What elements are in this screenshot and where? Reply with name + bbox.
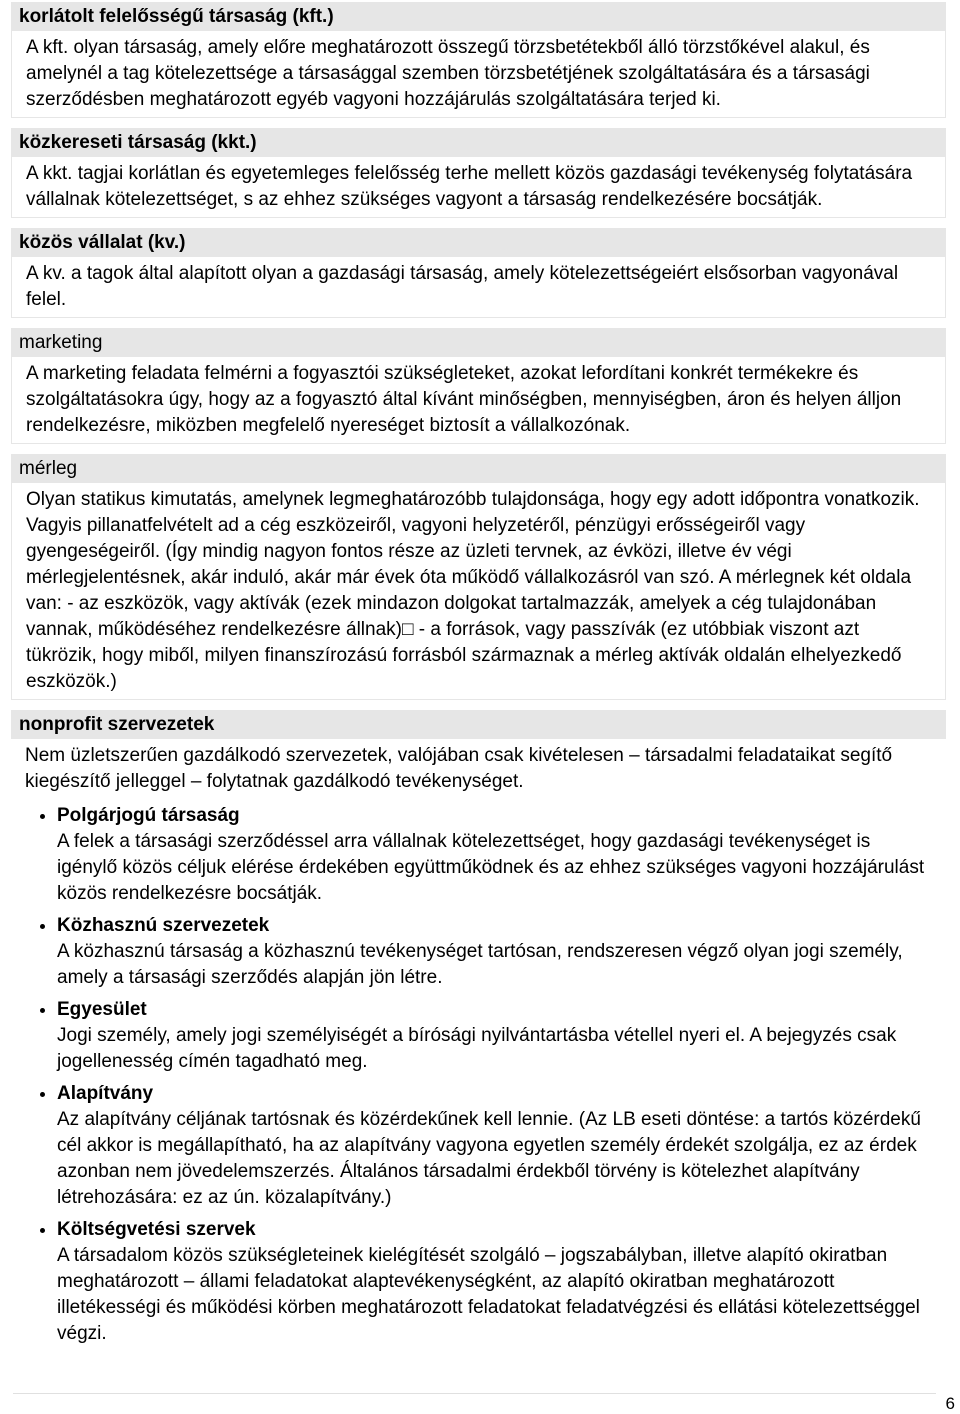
definition-text: A kv. a tagok által alapított olyan a gazdasági társaság, amely kötelezettségeiért elsősorban vagyonával felel.: [26, 263, 899, 310]
term-definition: [11, 31, 946, 118]
list-item-text: A társadalom közös szükségleteinek kielégítését szolgáló – jogszabályban, illetve alapító okiratban meghatározott – állami feladatokat alaptevékenységként, az alapító okiratban meghatározott illetékességi és működési körben meghatározott feladatokat feladatvégzési és ellátási kötelezettséggel végzi.: [57, 1245, 920, 1344]
definition-text: A kkt. tagjai korlátlan és egyetemleges felelősség terhe mellett közös gazdasági tevékenység folytatására vállalnak kötelezettséget, s az ehhez szükséges vagyont a társaság rendelkezésére bocsátják.: [26, 163, 913, 210]
definition-text: Nem üzletszerűen gazdálkodó szervezetek, valójában csak kivételesen – társadalmi feladataikat segítő kiegészítő jelleggel – folytatnak gazdálkodó tevékenységet.: [25, 745, 893, 792]
term-heading: nonprofit szervezetek: [11, 710, 946, 739]
list-item: [57, 1081, 932, 1211]
list-item: [57, 913, 932, 991]
term-definition: [11, 483, 946, 700]
entry-marketing: [11, 328, 946, 444]
nonprofit-list: [25, 803, 932, 1347]
list-item-title: • Költségvetési szervek: [57, 1219, 256, 1240]
term-definition: [11, 257, 946, 318]
definition-text: A marketing feladata felmérni a fogyasztói szükségleteket, azokat lefordítani konkrét termékekre és szolgáltatásokra úgy, hogy az a fogyasztó által kívánt minőségben, mennyiségben, áron és helyen álljon rendelkezésre, miközben megfelelő nyereséget biztosít a vállalkozónak.: [26, 363, 902, 436]
list-item-text: A közhasznú társaság a közhasznú tevékenységet tartósan, rendszeresen végző olyan jogi személy, amely a társasági szerződés alapján jön létre.: [57, 941, 903, 988]
entry-merleg: [11, 454, 946, 700]
term-definition: [11, 739, 946, 1357]
term-heading: közkereseti társaság (kkt.): [11, 128, 946, 157]
term-heading: korlátolt felelősségű társaság (kft.): [11, 2, 946, 31]
list-item-title: • Polgárjogú társaság: [57, 805, 240, 826]
footer-divider: [13, 1393, 936, 1394]
list-item-text: Az alapítvány céljának tartósnak és közérdekűnek kell lennie. (Az LB eseti döntése: a tartós közérdekű cél akkor is megállapítható, ha az alapítvány vagyona egyetlen személy érdekét szolgálja, ez az érdek azonban nem jövedelemszerzés. Általános társadalmi érdekből törvény is kötelezhet alapítvány létrehozására: ez az ún. közalapítvány.): [57, 1109, 921, 1208]
entry-kv: [11, 228, 946, 318]
term-heading: mérleg: [11, 454, 946, 483]
list-item: [57, 803, 932, 907]
term-definition: [11, 157, 946, 218]
term-heading: marketing: [11, 328, 946, 357]
entry-kft: [11, 2, 946, 118]
entry-nonprofit: [11, 710, 946, 1357]
definition-text: Olyan statikus kimutatás, amelynek legmeghatározóbb tulajdonsága, hogy egy adott időpontra vonatkozik. Vagyis pillanatfelvételt ad a cég eszközeiről, vagyoni helyzetéről, pénzügyi erősségeiről vagy gyengeségeiről. (Így mindig nagyon fontos része az üzleti tervnek, az évközi, illetve év végi mérlegjelentésnek, akár induló, akár már évek óta működő vállalkozásról van szó. A mérlegnek két oldala van: - az eszközök, vagy aktívák (ezek mindazon dolgokat tartalmazzák, amelyek a cég tulajdonában vannak, működéséhez rendelkezésre állnak)□ - a források, vagy passzívák (ez utóbbiak viszont azt tükrözik, hogy miből, milyen finanszírozású forrásból származnak a mérleg aktívák oldalán elhelyezkedő eszközök.): [26, 489, 920, 692]
glossary-page: [11, 2, 946, 1367]
list-item: [57, 997, 932, 1075]
term-heading: közös vállalat (kv.): [11, 228, 946, 257]
term-definition: [11, 357, 946, 444]
page-number: 6: [945, 1394, 955, 1413]
list-item: [57, 1217, 932, 1347]
list-item-text: A felek a társasági szerződéssel arra vállalnak kötelezettséget, hogy gazdasági tevékenységet is igénylő közös céljuk elérése érdekében együttműködnek és az ehhez szükséges vagyoni hozzájárulást közös rendelkezésre bocsátják.: [57, 831, 925, 904]
list-item-title: • Közhasznú szervezetek: [57, 915, 270, 936]
list-item-text: Jogi személy, amely jogi személyiségét a bírósági nyilvántartásba vétellel nyeri el. A bejegyzés csak jogellenesség címén tagadható meg.: [57, 1025, 897, 1072]
list-item-title: • Egyesület: [57, 999, 147, 1020]
entry-kkt: [11, 128, 946, 218]
list-item-title: • Alapítvány: [57, 1083, 154, 1104]
definition-text: A kft. olyan társaság, amely előre meghatározott összegű törzsbetétekből álló törzstőkével alakul, és amelynél a tag kötelezettsége a társasággal szemben törzsbetétjének szolgáltatására és a társasági szerződésben meghatározott egyéb vagyoni hozzájárulás szolgáltatására terjed ki.: [26, 37, 870, 110]
